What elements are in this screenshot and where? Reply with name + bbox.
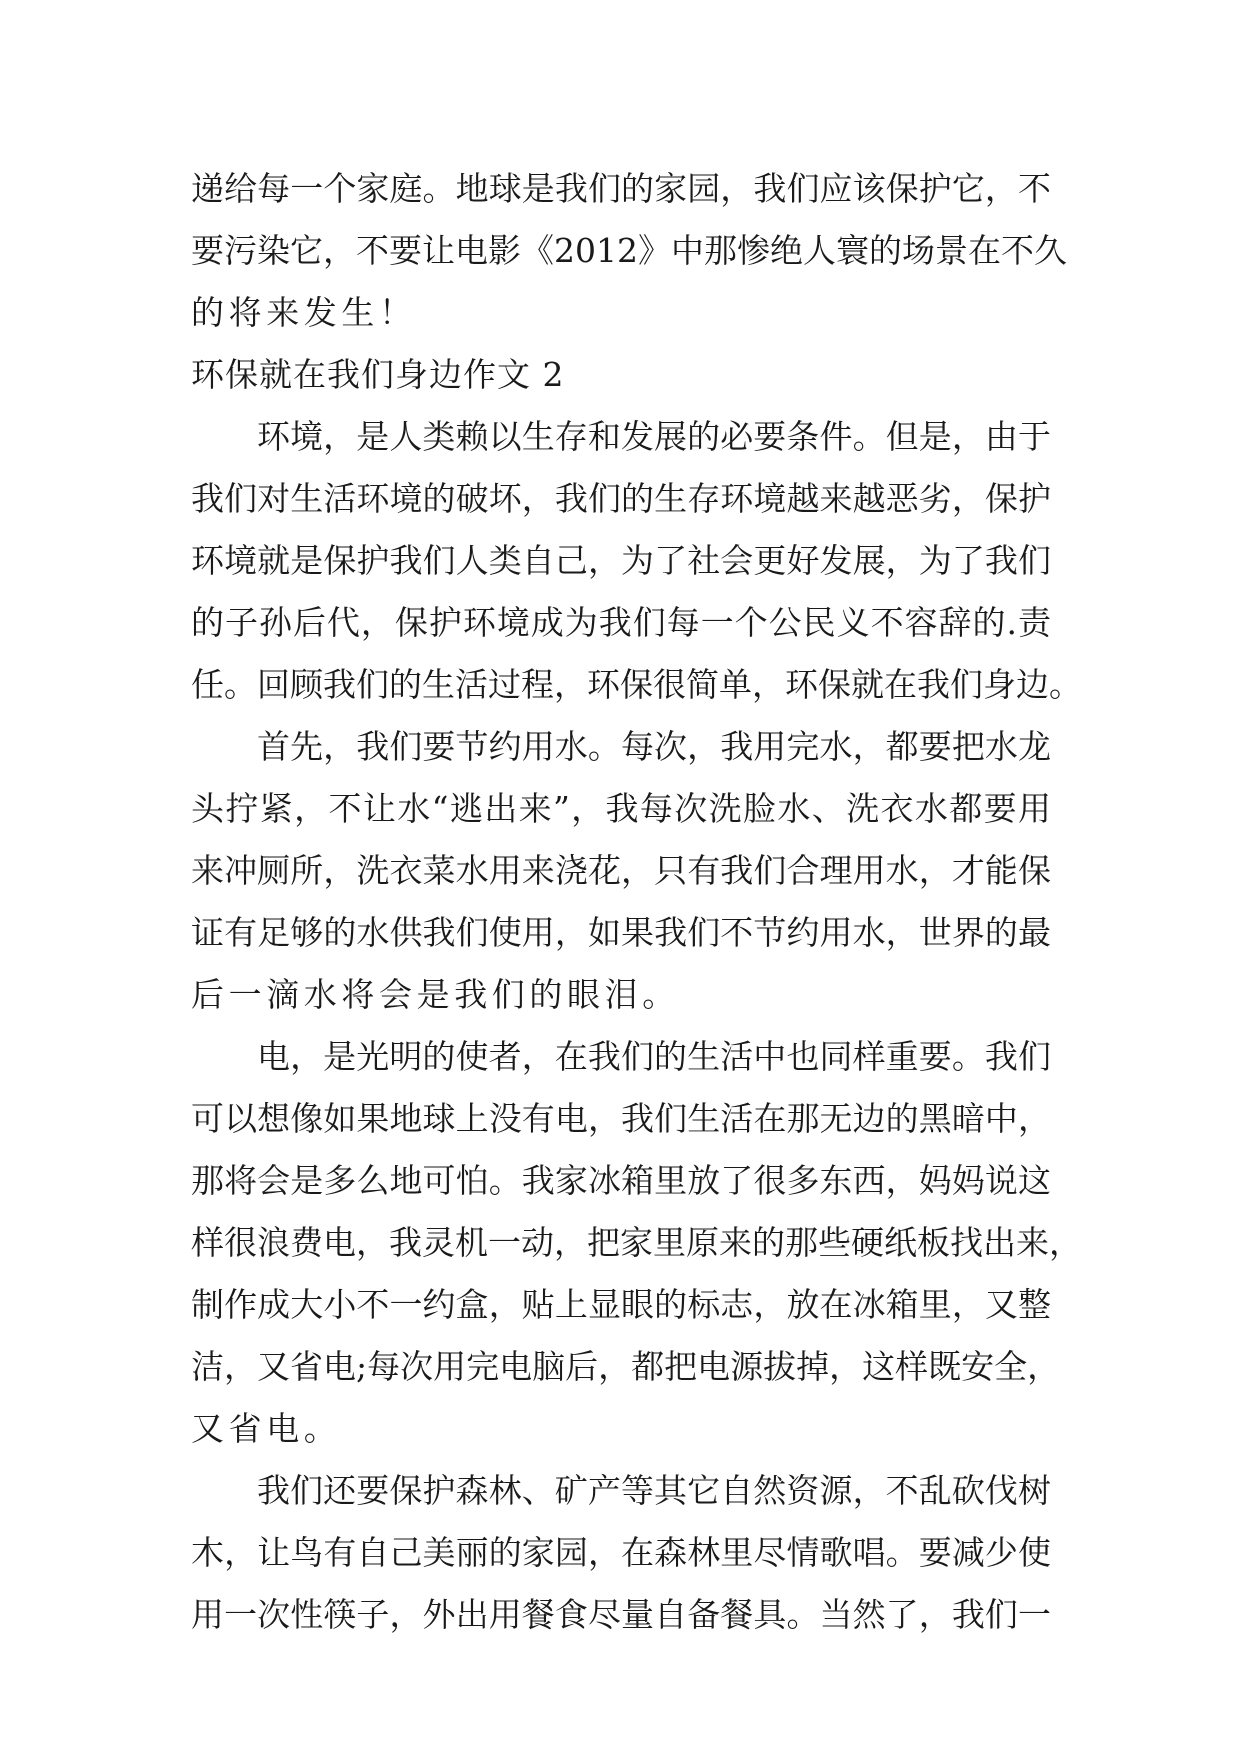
paragraph-line: 我们还要保护森林、矿产等其它自然资源，不乱砍伐树 xyxy=(257,1471,1051,1510)
paragraph-line: 我们对生活环境的破坏，我们的生存环境越来越恶劣，保护 xyxy=(191,479,1051,518)
paragraph-line: 那将会是多么地可怕。我家冰箱里放了很多东西，妈妈说这 xyxy=(191,1161,1051,1200)
text-line: 的将来发生！ xyxy=(191,293,417,332)
paragraph-line: 环境，是人类赖以生存和发展的必要条件。但是，由于 xyxy=(257,417,1051,456)
paragraph-line: 又省电。 xyxy=(191,1409,342,1448)
paragraph-line: 环境就是保护我们人类自己，为了社会更好发展，为了我们 xyxy=(191,541,1051,580)
paragraph-line: 洁，又省电;每次用完电脑后，都把电源拔掉，这样既安全， xyxy=(191,1347,1061,1386)
paragraph-line: 来冲厕所，洗衣菜水用来浇花，只有我们合理用水，才能保 xyxy=(191,851,1051,890)
paragraph-line: 电，是光明的使者，在我们的生活中也同样重要。我们 xyxy=(257,1037,1051,1076)
paragraph-line: 任。回顾我们的生活过程，环保很简单，环保就在我们身边。 xyxy=(191,665,1082,704)
text-line: 要污染它，不要让电影《2012》中那惨绝人寰的场景在不久 xyxy=(191,231,1067,270)
text-line: 递给每一个家庭。地球是我们的家园，我们应该保护它，不 xyxy=(191,169,1051,208)
paragraph-line: 木，让鸟有自己美丽的家园，在森林里尽情歌唱。要减少使 xyxy=(191,1533,1051,1572)
paragraph-line: 首先，我们要节约用水。每次，我用完水，都要把水龙 xyxy=(257,727,1051,766)
paragraph-line: 制作成大小不一约盒，贴上显眼的标志，放在冰箱里，又整 xyxy=(191,1285,1051,1324)
paragraph-line: 后一滴水将会是我们的眼泪。 xyxy=(191,975,680,1014)
paragraph-line: 样很浪费电，我灵机一动，把家里原来的那些硬纸板找出来， xyxy=(191,1223,1082,1262)
paragraph-line: 证有足够的水供我们使用，如果我们不节约用水，世界的最 xyxy=(191,913,1051,952)
paragraph-line: 的子孙后代，保护环境成为我们每一个公民义不容辞的.责 xyxy=(191,603,1051,642)
paragraph-line: 用一次性筷子，外出用餐食尽量自备餐具。当然了，我们一 xyxy=(191,1595,1051,1634)
paragraph-line: 可以想像如果地球上没有电，我们生活在那无边的黑暗中， xyxy=(191,1099,1051,1138)
paragraph-line: 头拧紧，不让水“逃出来”，我每次洗脸水、洗衣水都要用 xyxy=(191,789,1051,828)
section-heading: 环保就在我们身边作文 2 xyxy=(191,355,565,394)
document-body xyxy=(191,158,1082,1646)
